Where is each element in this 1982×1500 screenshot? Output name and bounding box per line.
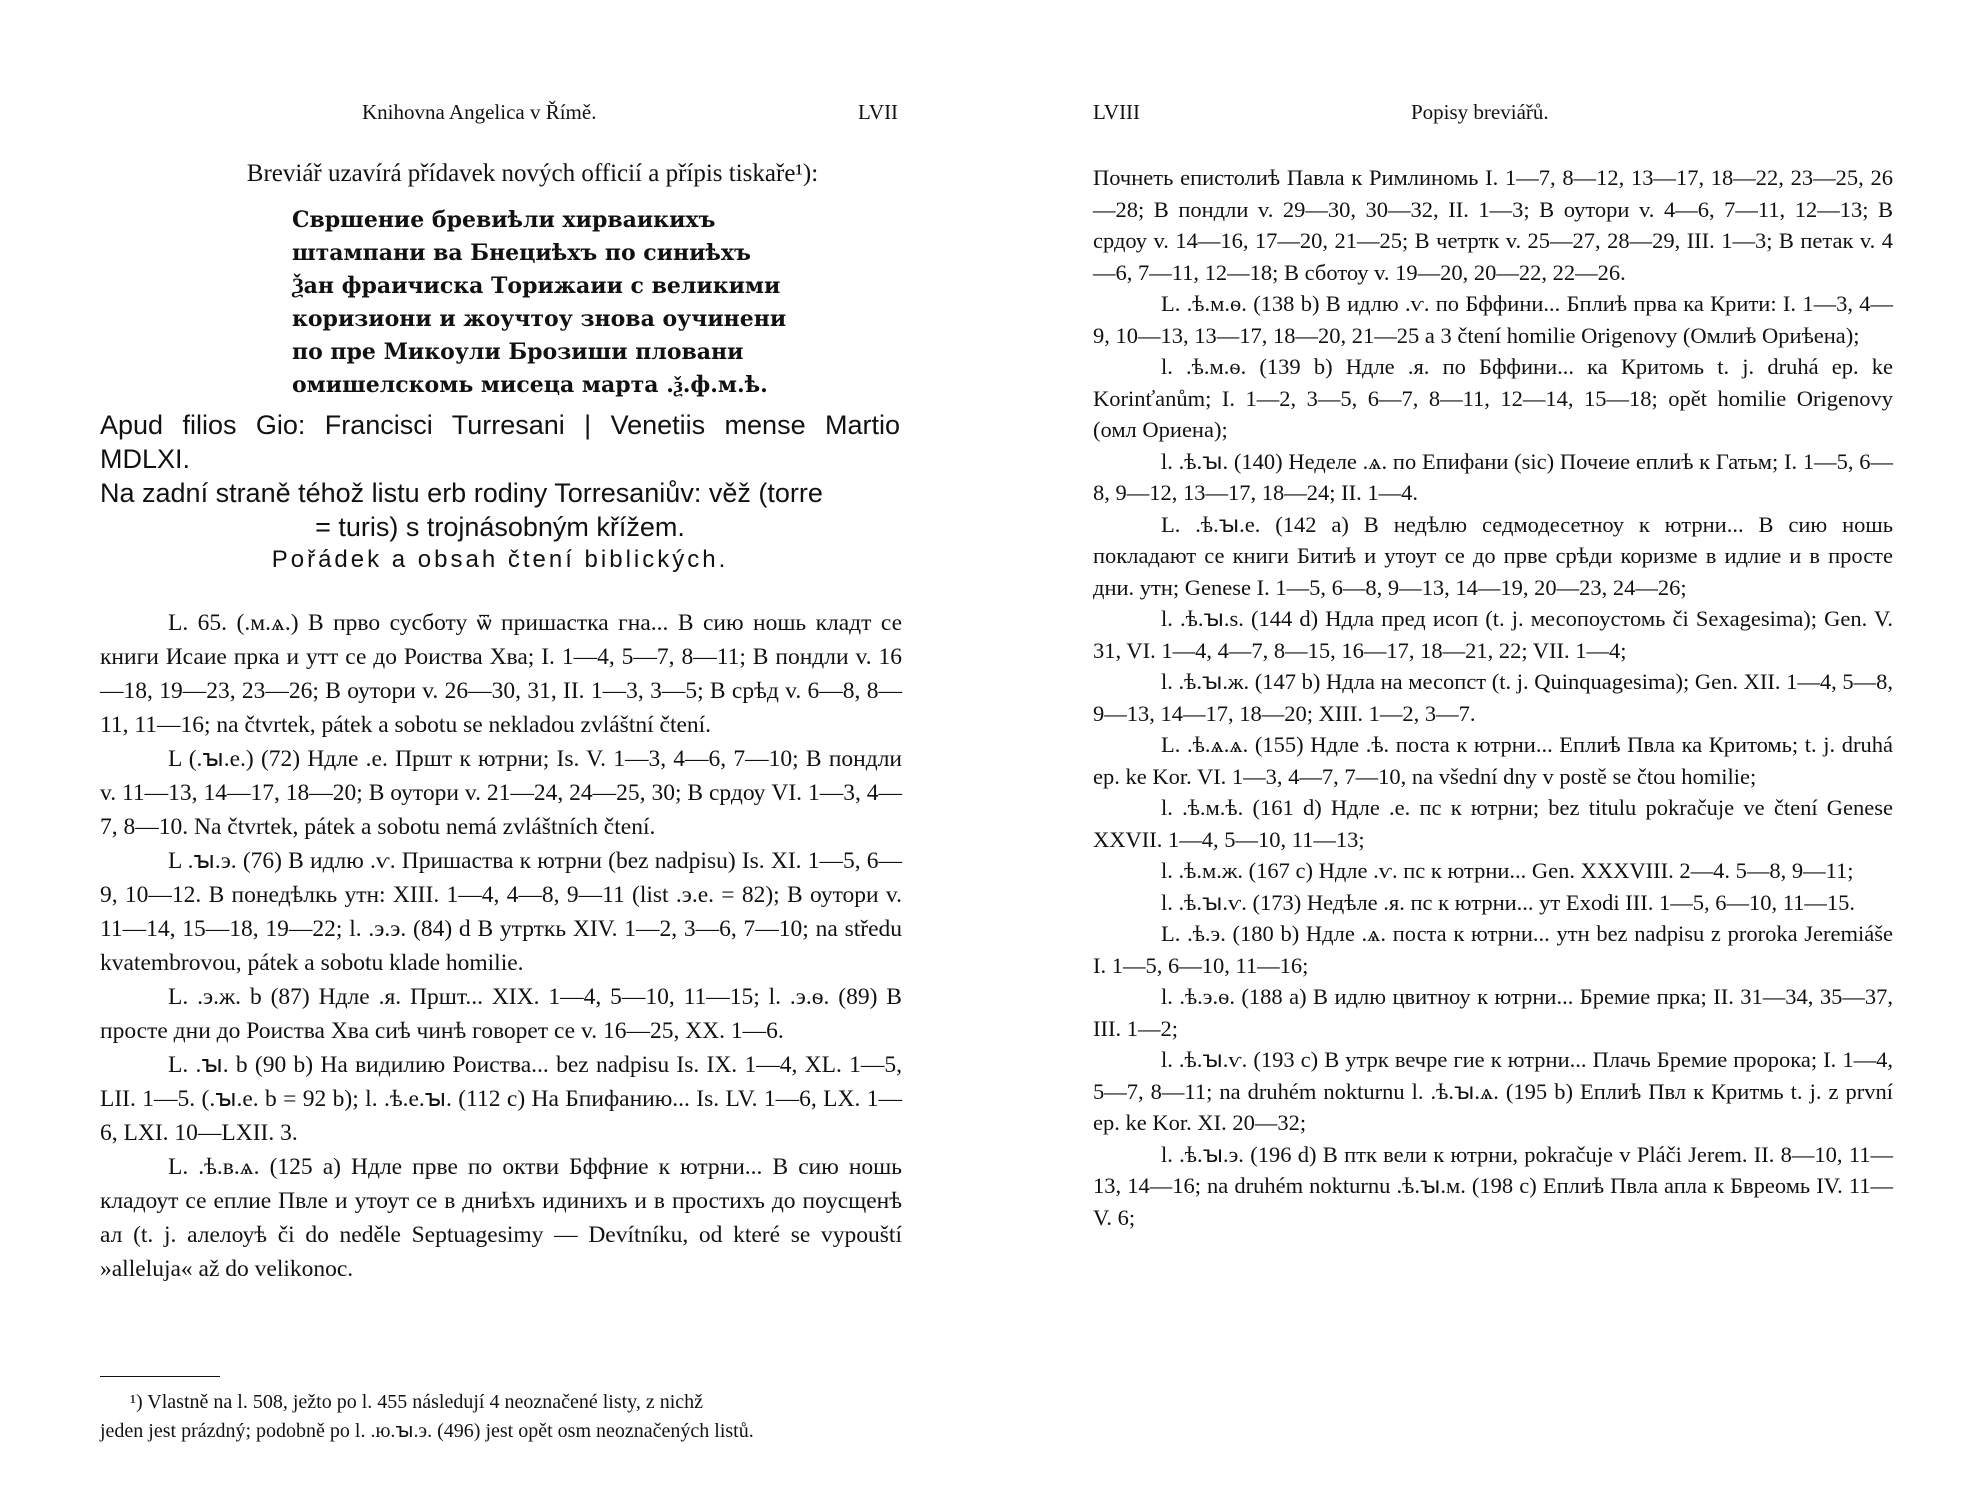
- reading-paragraph: L. .ѣ.м.ѳ. (138 b) В идлю .ѵ. по Бффини... Бплиѣ прва ка Крити: I. 1—3, 4—9, 10—13, 13—17, 18—20, 21—25 a 3 čtení homilie Origenovy (Омлиѣ Ориѣена);: [1093, 291, 1893, 348]
- reading-paragraph: L. 65. (.м.ѧ.) В прво сусботу ѿ пришастка гна... В сию ношь кладт се книги Исаие прка и утт се до Роиства Хва; I. 1—4, 5—7, 8—11; В пондли v. 16—18, 19—23, 23—26; В оутори v. 26—30, 31, II. 1—3, 3—5; В срѣд v. 6—8, 8—11, 11—16; na čtvrtek, pátek a sobotu se nekladou zvláštní čtení.: [100, 610, 902, 738]
- reading-paragraph: l. .ѣ.э.ѳ. (188 a) В идлю цвитноу к ютрни... Бремие прка; II. 31—34, 35—37, III. 1—2;: [1093, 984, 1893, 1041]
- reading-paragraph: l. .ѣ.м.ж. (167 c) Ндле .ѵ. пс к ютрни... Gen. XXXVIII. 2—4. 5—8, 9—11;: [1161, 858, 1854, 883]
- reading-paragraph: L .ꙑ.э. (76) В идлю .ѵ. Пришаства к ютрни (bez nadpisu) Is. XI. 1—5, 6—9, 10—12. В понедѣлкь утн: XIII. 1—4, 4—8, 9—11 (list .э.е. = 82); В оутори v. 11—14, 15—18, 19—22; l. .э.э. (84) d В утрткь XIV. 1—2, 3—6, 7—10; na středu kvatembrovou, pátek a sobotu klade homilie.: [100, 848, 902, 976]
- right-page: [991, 0, 1982, 1500]
- section-heading: Pořádek a obsah čtení biblických.: [271, 546, 729, 573]
- reading-paragraph: L. .ѣ.ꙑ.е. (142 a) В недѣлю седмодесетноу к ютрни... В сию ношь покладают се книги Битиѣ и утоут се до прве срѣди коризме в идлие и в просте дни. утн; Genese I. 1—5, 6—8, 9—13, 14—19, 20—23, 24—26;: [1093, 511, 1893, 600]
- breviary-intro: Breviář uzavírá přídavek nových officií a přípis tiskaře¹):: [246, 160, 819, 187]
- reading-paragraph: L (.ꙑ.е.) (72) Ндле .е. Пршт к ютрни; Is. V. 1—3, 4—6, 7—10; В пондли v. 11—13, 14—17, 18—20; В оутори v. 21—24, 24—25, 30; В срдоу VI. 1—3, 4—7, 8—10. Na čtvrtek, pátek a sobotu nemá zvláštních čtení.: [100, 746, 902, 840]
- colophon-line: Ѯан фраичиска Торижаии с великими: [292, 273, 781, 299]
- footnote-line: ¹) Vlastně na l. 508, ježto po l. 455 následují 4 neoznačené listy, z nichž: [130, 1391, 704, 1413]
- reading-paragraph: L. .ѣ.ѧ.ѧ. (155) Ндле .ѣ. поста к ютрни... Еплиѣ Пвла ка Критомь; t. j. druhá ep. ke Kor. VI. 1—3, 4—7, 7—10, na všední dny v postě se čtou homilie;: [1093, 732, 1893, 789]
- reading-paragraph: l. .ѣ.м.ѳ. (139 b) Ндле .я. по Бффини... ка Критомь t. j. druhá ep. ke Korinťanům; I. 1—2, 3—5, 6—7, 8—11, 12—14, 15—18; opět homilie Origenovy (омл Ориена);: [1093, 354, 1893, 442]
- reading-paragraph: l. .ѣ.ꙑ. (140) Неделе .ѧ. по Епифани (sic) Почеие еплиѣ к Гатьм; I. 1—5, 6—8, 9—12, 13—17, 18—24; II. 1—4.: [1093, 448, 1893, 505]
- colophon-line: штампани ва Бнециѣхъ по синиѣхъ: [292, 240, 751, 266]
- printer-colophon-cyrillic: [292, 204, 787, 402]
- colophon-note-line: = turis) s trojnásobným křížem.: [315, 512, 685, 542]
- footnote-line: jeden jest prázdný; podobně po l. .ю.ꙑ.э. (496) jest opět osm neoznačených listů.: [100, 1420, 754, 1442]
- left-body-text: [100, 606, 902, 1286]
- reading-paragraph: L. .ѣ.в.ѧ. (125 a) Ндле прве по октви Бффние к ютрни... В сию ношь кладоут се еплие Пвле и утоут се в дниѣхъ идинихъ и в простихъ до поусщенѣ ал (t. j. алелоуѣ či do neděle Septuagesimy — Devítníku, od které se vypouští »alleluja« až do velikonoc.: [100, 1154, 902, 1282]
- reading-paragraph: l. .ѣ.ꙑ.ж. (147 b) Ндла на месопст (t. j. Quinquagesima); Gen. XII. 1—4, 5—8, 9—13, 14—17, 18—20; XIII. 1—2, 3—7.: [1093, 669, 1893, 726]
- reading-paragraph: L. .э.ж. b (87) Ндле .я. Пршт... XIX. 1—4, 5—10, 11—15; l. .э.ѳ. (89) В просте дни до Роиства Хва сиѣ чинѣ говорет се v. 16—25, XX. 1—6.: [100, 984, 902, 1044]
- reading-paragraph: l. .ѣ.ꙑ.ѵ. (173) Недѣле .я. пс к ютрни... ут Exodi III. 1—5, 6—10, 11—15.: [1161, 889, 1856, 915]
- reading-paragraph: l. .ѣ.ꙑ.ѵ. (193 c) В утрк вечре гие к ютрни... Плачь Бремие пророка; I. 1—4, 5—7, 8—11; na druhém nokturnu l. .ѣ.ꙑ.ѧ. (195 b) Еплиѣ Пвл к Критмь t. j. z první ep. ke Kor. XI. 20—32;: [1093, 1047, 1893, 1135]
- colophon-latin-line: Apud filios Gio: Francisci Turresani | Venetiis mense Martio MDLXI.: [100, 410, 900, 474]
- reading-paragraph: Почнеть епистолиѣ Павла к Римлиномь I. 1—7, 8—12, 13—17, 18—22, 23—25, 26—28; В пондли v. 29—30, 30—32, II. 1—3; В оутори v. 4—6, 7—11, 12—13; В срдоу v. 14—16, 17—20, 21—25; В четртк v. 25—27, 28—29, III. 1—3; В петак v. 4—6, 7—11, 12—18; В сботоу v. 19—20, 20—22, 22—26.: [1093, 165, 1893, 285]
- right-body-text: [1093, 162, 1893, 1233]
- footnote-rule: [100, 1376, 220, 1377]
- reading-paragraph: l. .ѣ.м.ѣ. (161 d) Ндле .е. пс к ютрни; bez titulu pokračuje ve čtení Genese XXVII. 1—4, 5—10, 11—13;: [1093, 795, 1893, 852]
- right-running-header: Popisy breviářů.: [1411, 100, 1549, 124]
- left-running-header: Knihovna Angelica v Římě.: [362, 100, 597, 124]
- colophon-line: Свршение бревиѣли хирваикихъ: [292, 207, 716, 233]
- reading-paragraph: L. .ѣ.э. (180 b) Ндле .ѧ. поста к ютрни... утн bez nadpisu z proroka Jeremiáše I. 1—5, 6—10, 11—16;: [1093, 921, 1893, 978]
- colophon-line: по пре Микоули Брозиши пловани: [292, 339, 744, 365]
- left-page-number: LVII: [858, 100, 899, 124]
- right-page-number: LVIII: [1093, 100, 1141, 124]
- footnote: [100, 1388, 902, 1446]
- reading-paragraph: L. .ꙑ. b (90 b) На видилию Роиства... bez nadpisu Is. IX. 1—4, XL. 1—5, LII. 1—5. (.ꙑ.е. b = 92 b); l. .ѣ.е.ꙑ. (112 c) На Бпифанию... Is. LV. 1—6, LX. 1—6, LXI. 10—LXII. 3.: [100, 1052, 902, 1146]
- reading-paragraph: l. .ѣ.ꙑ.э. (196 d) В птк вели к ютрни, pokračuje v Pláči Jerem. II. 8—10, 11—13, 14—16; na druhém nokturnu .ѣ.ꙑ.м. (198 c) Еплиѣ Пвла апла к Бвреомь IV. 11—V. 6;: [1093, 1141, 1893, 1230]
- reading-paragraph: l. .ѣ.ꙑ.ѕ. (144 d) Ндла пред исоп (t. j. месопоустомь či Sexagesima); Gen. V. 31, VI. 1—4, 4—7, 8—15, 16—17, 18—21, 22; VII. 1—4;: [1093, 606, 1893, 663]
- colophon-line: омишелскомь мисеца марта .ѯ.ф.м.ѣ.: [292, 372, 768, 398]
- colophon-line: коризиони и жоучтоу знова оучинени: [292, 306, 787, 332]
- colophon-note-line: Na zadní straně téhož listu erb rodiny Torresaniův: věž (torre: [100, 478, 823, 508]
- colophon-latin: [100, 408, 900, 544]
